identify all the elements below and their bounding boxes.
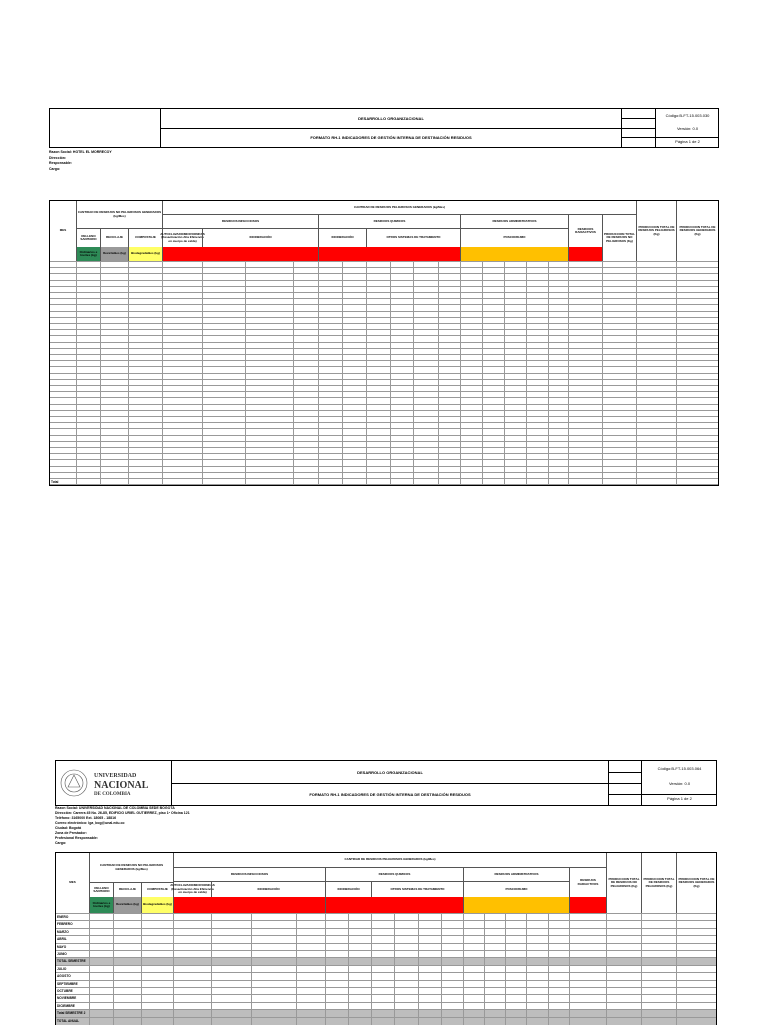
reciclaje-header: RECICLAJE [113, 883, 141, 897]
form-header-2 [55, 760, 717, 806]
dept-title: DESARROLLO ORGANIZACIONAL [161, 109, 621, 129]
administrativos-header: RESIDUOS ADMINISTRATIVOS [463, 868, 569, 882]
column-line [441, 913, 442, 1025]
nonhaz-header: CANTIDAD DE RESIDUOS NO PELIGROSOS GENERADOS (kg/Mes) [89, 853, 173, 883]
mes-header: MES [69, 880, 76, 885]
reciclaje-header: RECICLAJE [100, 229, 128, 247]
info-line: Profesional Responsable: [55, 836, 98, 840]
column-line [89, 913, 90, 1025]
page-label: Página 1 de 2 [655, 135, 719, 147]
svg-text:NACIONAL: NACIONAL [94, 780, 149, 791]
month-label: FEBRERO [57, 922, 73, 927]
total-row-label: Total [51, 480, 59, 484]
header-divider [608, 783, 641, 784]
incineracion-header: INCINERACIÓN [202, 229, 318, 247]
month-label: ABRIL [57, 937, 67, 942]
column-line [676, 913, 677, 1025]
info-line: Razon Social: HOTEL EL MORRECOY [49, 150, 112, 154]
month-label: OCTUBRE [57, 989, 73, 993]
column-line [394, 913, 395, 1025]
month-label: MARZO [57, 929, 69, 934]
incineracion2-header: INCINERACIÓN [318, 229, 366, 247]
indicators-table-2 [55, 852, 717, 1025]
info-line: Zona de Prestador: [55, 831, 87, 835]
column-line [296, 913, 297, 1025]
mes-header: MES [59, 228, 67, 233]
info-line: Responsable: [49, 161, 72, 165]
total-haz-header: PRODUCCION TOTAL DE RESIDUOS PELIGROSOS (Kg) [641, 853, 676, 913]
otros-header: OTROS SISTEMAS DE TRATAMIENTO [371, 882, 463, 897]
total-all-header: PRODUCCION TOTAL DE RESIDUOS GENERADOS (Kg) [676, 853, 716, 913]
university-logo [58, 763, 168, 803]
compostaje-header: COMPOSTAJE [141, 883, 173, 897]
ordinarios-subheader: Ordinarios e Inertes (kg) [89, 897, 113, 913]
column-line [371, 913, 372, 1025]
total-nonhaz-header: PRODUCCION TOTAL DE RESIDUOS NO PELIGROSOS (Kg) [602, 215, 636, 261]
column-line [173, 913, 174, 1025]
month-label: SEPTIEMBRE [57, 981, 78, 986]
radioactivos-subheader [569, 897, 606, 913]
info-line: Dirección: Carrera 45 No. 26-85, EDIFICIO URIEL GUTIERREZ, piso 1º Oficina 121 [55, 811, 190, 815]
version-label: Versión: 0.0 [655, 122, 719, 135]
month-label: NOVIEMBRE [57, 996, 77, 1001]
column-line [251, 913, 252, 1025]
month-label: ENERO [57, 915, 69, 919]
biodegradables-subheader: Biodegradables (kg) [141, 897, 173, 913]
table-row [56, 1017, 716, 1025]
column-line [569, 913, 570, 1025]
code-label: Código:B-FT-15.003.064 [641, 761, 717, 776]
autoclave-header: AUTOCLAVADO/MICROONDAS (Desactivación Alta Eficiencia en cuerpo de celda) [162, 229, 202, 247]
reciclables-subheader: Reciclables (kg) [113, 897, 141, 913]
otros-header: OTROS SISTEMAS DE TRATAMIENTO [366, 229, 460, 247]
column-line [113, 913, 114, 1025]
month-label: TOTAL SEMESTRE [57, 959, 86, 964]
info-line: Ciudad: Bogotá [55, 826, 82, 830]
svg-text:DE COLOMBIA: DE COLOMBIA [94, 792, 131, 797]
month-label: DICIEMBRE [57, 1003, 75, 1008]
compostaje-header: COMPOSTAJE [128, 229, 162, 247]
incineracion-header: INCINERACIÓN [211, 882, 325, 897]
header-divider [608, 772, 641, 773]
incineracion2-header: INCINERACIÓN [325, 882, 371, 897]
column-line [505, 913, 506, 1025]
header-divider [608, 794, 716, 795]
month-label: JUNIO [57, 952, 67, 956]
radioactivos-header: RESIDUOS RADIACTIVOS [568, 215, 602, 247]
infecciosos-header: RESIDUOS INFECCIOSOS [173, 868, 325, 882]
info-line: Correo electrónico: lga_bog@unal.edu.co [55, 821, 125, 825]
info-line: Cargo: [49, 166, 61, 171]
column-line [526, 913, 527, 1025]
column-line [484, 913, 485, 1025]
relleno-header: RELLENO SANITARIO [76, 229, 100, 247]
nonhaz-header: CANTIDAD DE RESIDUOS NO PELIGROSOS GENERADOS (kg/Mes) [76, 201, 162, 229]
month-label: TOTAL ANUAL [57, 1018, 80, 1023]
posconsumo-header: POSCONSUMO [463, 882, 569, 897]
total-haz-header: PRODUCCION TOTAL DE RESIDUOS PELIGROSOS (Kg) [636, 201, 676, 261]
biodegradables-subheader: Biodegradables (kg) [128, 247, 162, 261]
total-all-header: PRODUCCION TOTAL DE RESIDUOS GENERADOS (Kg) [676, 201, 718, 261]
format-title: FORMATO RH-1 INDICADORES DE GESTIÓN INTERNA DE DESTINACIÓN RESIDUOS [309, 791, 471, 797]
code-label: Código:B-FT-15.003.030 [655, 109, 719, 122]
infecciosos-subheaders [173, 897, 325, 913]
info-line: Razon Social: UNIVERSIDAD NACIONAL DE COLOMBIA SEDE BOGOTA [55, 806, 175, 810]
column-line [606, 913, 607, 1025]
month-label: MAYO [57, 944, 67, 949]
month-label: Total SEMESTRE 2 [57, 1011, 86, 1016]
radioactivos-header: RESIDUOS RADIACTIVOS [569, 868, 606, 897]
month-label: AGOSTO [57, 974, 71, 979]
haz-header: CANTIDAD DE RESIDUOS PELIGROSOS GENERADOS (kg/Mes) [162, 201, 636, 215]
posconsumo-header: POSCONSUMO [460, 229, 568, 247]
version-label: Versión: 0.0 [641, 776, 717, 791]
column-line [211, 913, 212, 1025]
administrativos-subheaders [463, 897, 569, 913]
svg-text:UNIVERSIDAD: UNIVERSIDAD [94, 773, 137, 779]
column-line [348, 913, 349, 1025]
company-info-2 [55, 806, 190, 846]
ordinarios-subheader: Ordinarios e Inertes (kg) [76, 247, 100, 261]
dept-title: DESARROLLO ORGANIZACIONAL [172, 761, 608, 784]
infecciosos-header: RESIDUOS INFECCIOSOS [162, 215, 318, 229]
column-line [418, 913, 419, 1025]
quimicos-subheaders [325, 897, 463, 913]
info-line: Teléfono: 3165000 Ext. 18065 - 18816 [55, 816, 117, 820]
format-title: FORMATO RH-1 INDICADORES DE GESTIÓN INTERNA DE DESTINACIÓN RESIDUOS [310, 135, 472, 140]
quimicos-header: RESIDUOS QUIMICOS [325, 868, 463, 882]
quimicos-header: RESIDUOS QUIMICOS [318, 215, 460, 229]
column-line [641, 913, 642, 1025]
total-nonhaz-header: PRODUCCION TOTAL DE RESIDUOS NO PELIGROSOS (Kg) [606, 853, 641, 913]
column-line [141, 913, 142, 1025]
relleno-header: RELLENO SANITARIO [89, 883, 113, 897]
administrativos-header: RESIDUOS ADMINISTRATIVOS [460, 215, 568, 229]
autoclave-header: AUTOCLAVADO/MICROONDAS (Desactivación Alta Eficiencia en cuerpo de celda) [173, 882, 211, 897]
column-line [463, 913, 464, 1025]
info-line: Cargo: [55, 841, 67, 845]
haz-header: CANTIDAD DE RESIDUOS PELIGROSOS GENERADOS (kg/Mes) [173, 853, 606, 868]
reciclables-subheader: Reciclables (kg) [100, 247, 128, 261]
month-label: JULIO [57, 966, 67, 971]
column-line [325, 913, 326, 1025]
month-rows [56, 913, 716, 1025]
page-label: Página 1 de 2 [641, 791, 717, 805]
column-line [548, 913, 549, 1025]
logo-area [56, 761, 172, 805]
info-line: Dirección: [49, 155, 67, 160]
